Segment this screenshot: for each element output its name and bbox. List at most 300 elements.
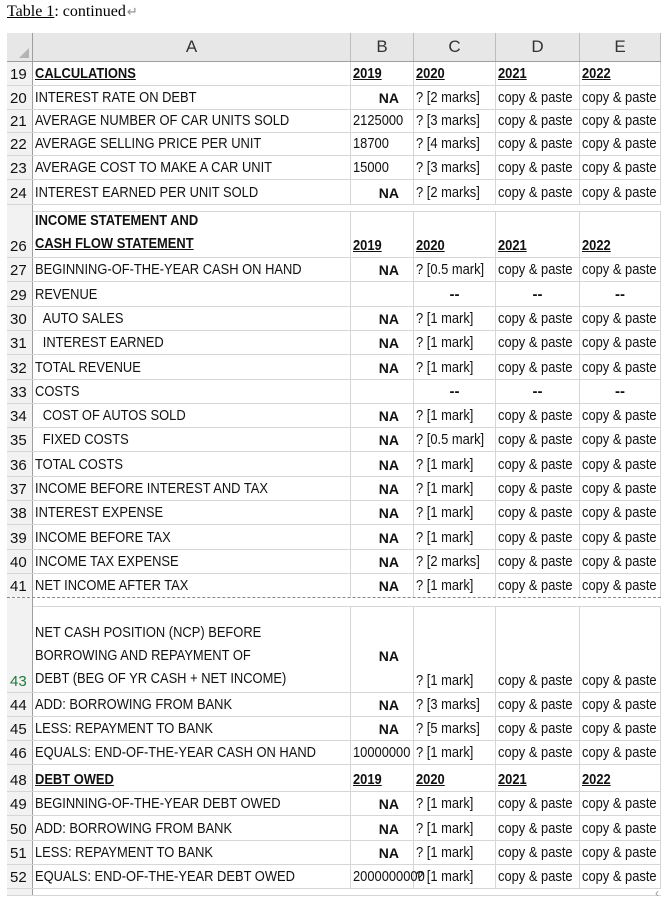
cell-d[interactable]	[496, 380, 580, 403]
cell-text: copy & paste	[582, 577, 657, 594]
cell-e[interactable]	[580, 110, 661, 132]
cell-text: copy & paste	[498, 261, 573, 278]
cell-text: 2020	[416, 771, 445, 788]
column-header-e[interactable]: E	[580, 33, 661, 61]
cell-b[interactable]	[351, 428, 414, 451]
row-number[interactable]: 27	[7, 258, 33, 281]
table-row	[7, 550, 661, 574]
cell-text: copy & paste	[582, 159, 657, 176]
cell-text: ADD: BORROWING FROM BANK	[35, 696, 233, 713]
cell-text: ? [2 marks]	[416, 89, 480, 106]
cell-c[interactable]	[414, 606, 496, 692]
cell-text: NA	[378, 721, 399, 737]
cell-e[interactable]	[580, 355, 661, 379]
cell-b[interactable]	[351, 841, 414, 864]
cell-text: copy & paste	[582, 184, 657, 201]
row-number[interactable]: 43	[7, 606, 33, 692]
cell-text: INTEREST EARNED PER UNIT SOLD	[35, 184, 259, 201]
cell-c[interactable]	[414, 133, 496, 155]
caption-rest: : continued	[54, 3, 126, 20]
table-row	[7, 331, 661, 355]
cell-b[interactable]	[351, 110, 414, 132]
cell-e[interactable]	[580, 741, 661, 764]
cell-text: copy & paste	[498, 89, 573, 106]
column-header-b[interactable]: B	[351, 33, 414, 61]
cell-d[interactable]	[496, 180, 580, 204]
cell-c[interactable]	[414, 717, 496, 740]
row-number[interactable]: 52	[7, 865, 33, 888]
cell-b[interactable]	[351, 606, 414, 692]
table-row	[7, 307, 661, 331]
row-number[interactable]: 39	[7, 525, 33, 549]
column-header-d[interactable]: D	[496, 33, 580, 61]
cell-text: COST OF AUTOS SOLD	[42, 407, 186, 424]
cell-text: 2019	[353, 237, 382, 254]
cell-a[interactable]	[33, 355, 351, 379]
cell-text: copy & paste	[582, 431, 657, 448]
cell-b[interactable]	[351, 62, 414, 85]
cell-a[interactable]	[33, 282, 351, 306]
cell-a[interactable]	[33, 765, 351, 791]
cell-a[interactable]	[33, 156, 351, 179]
cell-b[interactable]	[351, 380, 414, 403]
row-number[interactable]: 26	[7, 211, 33, 257]
cell-text: ? [3 marks]	[416, 159, 480, 176]
cell-text: copy & paste	[498, 795, 573, 812]
cell-b[interactable]	[351, 355, 414, 379]
cell-e[interactable]	[580, 156, 661, 179]
cell-b[interactable]	[351, 525, 414, 549]
cell-e[interactable]	[580, 180, 661, 204]
cell-b[interactable]	[351, 741, 414, 764]
cell-c[interactable]	[414, 816, 496, 840]
cell-text: copy & paste	[498, 407, 573, 424]
cell-c[interactable]	[414, 792, 496, 815]
cell-c[interactable]	[414, 110, 496, 132]
row-number[interactable]: 37	[7, 477, 33, 500]
cell-a[interactable]	[33, 133, 351, 155]
cell-text: NA	[378, 335, 399, 351]
select-all-corner[interactable]	[7, 33, 33, 61]
cell-b[interactable]	[351, 865, 425, 888]
row-number[interactable]: 46	[7, 741, 33, 764]
cell-e[interactable]	[580, 428, 661, 451]
row-number[interactable]: 36	[7, 452, 33, 476]
cell-text: copy & paste	[582, 310, 657, 327]
cell-text: copy & paste	[582, 553, 657, 570]
cell-text: NA	[378, 90, 399, 106]
cell-text: NA	[378, 796, 399, 812]
label-line: DEBT (BEG OF YR CASH + NET INCOME)	[35, 670, 287, 687]
cell-b[interactable]	[351, 765, 414, 791]
cell-b[interactable]	[351, 792, 414, 815]
cell-a[interactable]	[33, 525, 351, 549]
cell-a[interactable]	[33, 741, 351, 764]
cell-c[interactable]	[414, 156, 496, 179]
cell-e[interactable]	[580, 86, 661, 109]
cell-text: 10000000	[353, 744, 411, 761]
cell-d[interactable]	[496, 525, 580, 549]
cell-b[interactable]	[351, 550, 414, 573]
row-number[interactable]: 30	[7, 307, 33, 330]
cell-text: BEGINNING-OF-THE-YEAR CASH ON HAND	[35, 261, 302, 278]
cell-text: copy & paste	[582, 529, 657, 546]
cell-text: copy & paste	[498, 480, 573, 497]
cell-text: copy & paste	[498, 112, 573, 129]
cell-text: 2022	[582, 771, 611, 788]
cell-text: --	[615, 383, 625, 400]
cell-text: copy & paste	[582, 456, 657, 473]
cell-c[interactable]	[414, 841, 496, 864]
cell-text: NA	[378, 530, 399, 546]
cell-d[interactable]	[496, 282, 580, 306]
cell-a[interactable]	[33, 180, 351, 204]
cell-text: copy & paste	[498, 431, 573, 448]
cell-text: copy & paste	[582, 89, 657, 106]
cell-c[interactable]	[414, 355, 496, 379]
cell-text: --	[532, 383, 543, 400]
row-number[interactable]: 34	[7, 404, 33, 427]
cell-e[interactable]	[580, 62, 661, 85]
cell-text: EQUALS: END-OF-THE-YEAR DEBT OWED	[35, 868, 295, 885]
row-number[interactable]: 32	[7, 355, 33, 379]
cell-text: AVERAGE COST TO MAKE A CAR UNIT	[35, 159, 273, 176]
cell-text: --	[615, 286, 625, 303]
cell-text: EQUALS: END-OF-THE-YEAR CASH ON HAND	[35, 744, 316, 761]
cell-b[interactable]	[351, 156, 414, 179]
cell-c[interactable]	[414, 574, 496, 597]
spreadsheet	[7, 33, 661, 906]
cell-a[interactable]	[33, 865, 351, 888]
cell-c[interactable]	[414, 501, 496, 524]
cell-d[interactable]	[496, 355, 580, 379]
cell-a[interactable]	[33, 404, 351, 427]
cell-e[interactable]	[580, 693, 661, 716]
cell-c[interactable]	[414, 307, 496, 330]
cell-text: TOTAL COSTS	[35, 456, 123, 473]
cell-c[interactable]	[414, 62, 496, 85]
cell-c[interactable]	[414, 550, 496, 573]
table-row	[7, 816, 661, 841]
table-row	[7, 258, 661, 282]
cell-b[interactable]	[351, 816, 414, 840]
row-number[interactable]: 35	[7, 428, 33, 451]
cell-c[interactable]	[414, 331, 496, 354]
cell-text: copy & paste	[582, 844, 657, 861]
cell-text: NA	[378, 262, 399, 278]
cell-b[interactable]	[351, 717, 414, 740]
cell-b[interactable]	[351, 211, 414, 257]
cell-d[interactable]	[496, 816, 580, 840]
cell-a[interactable]	[33, 693, 351, 716]
cell-a[interactable]	[33, 211, 351, 257]
cell-text: INTEREST EARNED	[42, 334, 164, 351]
table-row	[7, 404, 661, 428]
cell-d[interactable]	[496, 156, 580, 179]
cell-a[interactable]	[33, 62, 351, 85]
scroll-arrow-icon[interactable]: ‹	[655, 886, 659, 900]
cell-c[interactable]	[414, 765, 496, 791]
row-number[interactable]: 41	[7, 574, 33, 597]
cell-b[interactable]	[351, 86, 414, 109]
cell-c[interactable]	[414, 741, 496, 764]
cell-text: 2020	[416, 237, 445, 254]
cell-b[interactable]	[351, 307, 414, 330]
cell-e[interactable]	[580, 331, 661, 354]
table-row	[7, 62, 661, 86]
cell-d[interactable]	[496, 258, 580, 281]
cell-e[interactable]	[580, 404, 661, 427]
table-row	[7, 355, 661, 380]
cell-text: 2021	[498, 65, 527, 82]
cell-c[interactable]	[414, 452, 496, 476]
cell-text: ? [3 marks]	[416, 696, 480, 713]
cell-c[interactable]	[414, 404, 496, 427]
cell-text: copy & paste	[582, 696, 657, 713]
cell-d[interactable]	[496, 717, 580, 740]
row-number[interactable]: 51	[7, 841, 33, 864]
cell-c[interactable]	[414, 86, 496, 109]
cell-text: 2125000	[353, 112, 404, 129]
table-row	[7, 865, 661, 889]
cell-text: copy & paste	[498, 456, 573, 473]
cell-e[interactable]	[580, 525, 661, 549]
cell-c[interactable]	[414, 428, 496, 451]
cell-c[interactable]	[414, 180, 496, 204]
cell-e[interactable]	[580, 477, 661, 500]
cell-text: ? [1 mark]	[416, 359, 474, 376]
row-number[interactable]: 38	[7, 501, 33, 524]
cell-e[interactable]	[580, 717, 661, 740]
cell-e[interactable]	[580, 258, 661, 281]
cell-c[interactable]	[414, 525, 496, 549]
cell-c[interactable]	[414, 477, 496, 500]
cell-text: DEBT OWED	[35, 771, 114, 788]
cell-text: NA	[378, 505, 399, 521]
cell-b[interactable]	[351, 501, 414, 524]
label-line: CASH FLOW STATEMENT	[35, 235, 194, 252]
cell-a[interactable]	[33, 574, 351, 597]
cell-d[interactable]	[496, 404, 580, 427]
cell-text: TOTAL REVENUE	[35, 359, 141, 376]
cell-a[interactable]	[33, 331, 351, 354]
cell-e[interactable]	[580, 501, 661, 524]
table-row	[7, 282, 661, 307]
cell-c[interactable]	[414, 380, 496, 403]
cell-text: copy & paste	[582, 744, 657, 761]
cell-text: ? [3 marks]	[416, 112, 480, 129]
cell-text: copy & paste	[498, 359, 573, 376]
cell-text: AUTO SALES	[42, 310, 124, 327]
table-row	[7, 525, 661, 550]
row-number[interactable]: 24	[7, 180, 33, 204]
cell-text: LESS: REPAYMENT TO BANK	[35, 720, 214, 737]
cell-b[interactable]	[351, 452, 414, 476]
cell-b[interactable]	[351, 693, 414, 716]
cell-text: ? [0.5 mark]	[416, 431, 485, 448]
cell-c[interactable]	[414, 865, 496, 888]
cell-text: 2020	[416, 65, 445, 82]
label-line: BORROWING AND REPAYMENT OF	[35, 647, 251, 664]
table-row	[7, 180, 661, 205]
row-number[interactable]: 23	[7, 156, 33, 179]
cell-d[interactable]	[496, 550, 580, 573]
cell-e[interactable]	[580, 307, 661, 330]
cell-e[interactable]	[580, 816, 661, 840]
cell-text: ? [1 mark]	[416, 744, 474, 761]
cell-c[interactable]	[414, 211, 496, 257]
row-number[interactable]: 50	[7, 816, 33, 840]
cell-text: ADD: BORROWING FROM BANK	[35, 820, 233, 837]
row-number[interactable]: 49	[7, 792, 33, 815]
table-row	[7, 501, 661, 525]
cell-e[interactable]	[580, 606, 661, 692]
cell-b[interactable]	[351, 574, 414, 597]
row-number[interactable]: 33	[7, 380, 33, 403]
row-number[interactable]: 40	[7, 550, 33, 573]
cell-e[interactable]	[580, 282, 661, 306]
cell-d[interactable]	[496, 693, 580, 716]
cell-e[interactable]	[580, 211, 661, 257]
cell-b[interactable]	[351, 477, 414, 500]
cell-d[interactable]	[496, 62, 580, 85]
table-row	[7, 741, 661, 765]
cell-text: ? [0.5 mark]	[416, 261, 485, 278]
cell-b[interactable]	[351, 133, 414, 155]
table-row	[7, 133, 661, 156]
column-header-a[interactable]: A	[33, 33, 351, 61]
cell-d[interactable]	[496, 428, 580, 451]
cell-text: NA	[378, 360, 399, 376]
cell-text: ? [1 mark]	[416, 672, 474, 689]
cell-text: NA	[378, 408, 399, 424]
cell-d[interactable]	[496, 792, 580, 815]
row-number[interactable]: 21	[7, 110, 33, 132]
cell-c[interactable]	[414, 693, 496, 716]
table-row	[7, 606, 661, 693]
cell-a[interactable]	[33, 792, 351, 815]
cell-e[interactable]	[580, 550, 661, 573]
table-row	[7, 110, 661, 133]
cell-text: ? [1 mark]	[416, 529, 474, 546]
cell-b[interactable]	[351, 180, 414, 204]
cell-d[interactable]	[496, 331, 580, 354]
row-number[interactable]: 19	[7, 62, 33, 85]
cell-d[interactable]	[496, 211, 580, 257]
cell-d[interactable]	[496, 452, 580, 476]
table-row	[7, 477, 661, 501]
cell-e[interactable]	[580, 133, 661, 155]
cell-b[interactable]	[351, 282, 414, 306]
cell-a[interactable]	[33, 477, 351, 500]
cell-text: NA	[378, 845, 399, 861]
cell-e[interactable]	[580, 841, 661, 864]
cell-e[interactable]	[580, 452, 661, 476]
cell-a[interactable]	[33, 550, 351, 573]
cell-e[interactable]	[580, 792, 661, 815]
cell-text: copy & paste	[498, 529, 573, 546]
cell-e[interactable]	[580, 865, 661, 888]
cell-a[interactable]	[33, 258, 351, 281]
cell-b[interactable]	[351, 331, 414, 354]
cell-d[interactable]	[496, 110, 580, 132]
row-number[interactable]: 45	[7, 717, 33, 740]
cell-text: copy & paste	[582, 334, 657, 351]
cell-b[interactable]	[351, 404, 414, 427]
cell-d[interactable]	[496, 765, 580, 791]
cell-d[interactable]	[496, 307, 580, 330]
cell-a[interactable]	[33, 841, 351, 864]
table-row	[7, 86, 661, 110]
table-row	[7, 156, 661, 180]
cell-text: copy & paste	[582, 868, 657, 885]
cell-d[interactable]	[496, 133, 580, 155]
cell-a[interactable]	[33, 452, 351, 476]
cell-d[interactable]	[496, 841, 580, 864]
caption-label: Table 1	[7, 3, 55, 20]
cell-text: copy & paste	[498, 135, 573, 152]
cell-text: copy & paste	[498, 868, 573, 885]
cell-a[interactable]	[33, 307, 351, 330]
cell-text: ? [2 marks]	[416, 553, 480, 570]
row-number[interactable]: 31	[7, 331, 33, 354]
cell-text: 2019	[353, 65, 382, 82]
column-header-row	[7, 33, 661, 62]
cell-text: 2022	[582, 237, 611, 254]
cell-text: BEGINNING-OF-THE-YEAR DEBT OWED	[35, 795, 281, 812]
cell-d[interactable]	[496, 865, 580, 888]
row-number[interactable]: 22	[7, 133, 33, 155]
row-number[interactable]: 20	[7, 86, 33, 109]
column-header-c[interactable]: C	[414, 33, 496, 61]
cell-a[interactable]	[33, 380, 351, 403]
cell-d[interactable]	[496, 86, 580, 109]
cell-a[interactable]	[33, 816, 351, 840]
cell-text: ? [1 mark]	[416, 456, 474, 473]
cell-text: NA	[378, 648, 399, 664]
row-number[interactable]: 44	[7, 693, 33, 716]
cell-text: INTEREST EXPENSE	[35, 504, 164, 521]
row-number[interactable]: 48	[7, 765, 33, 791]
cell-e[interactable]	[580, 765, 661, 791]
cell-a[interactable]	[33, 717, 351, 740]
cell-a[interactable]	[33, 501, 351, 524]
cell-a[interactable]	[33, 86, 351, 109]
cell-d[interactable]	[496, 606, 580, 692]
cell-text: ? [5 marks]	[416, 720, 480, 737]
cell-text: 2022	[582, 65, 611, 82]
table-row	[7, 452, 661, 477]
hidden-row-sliver	[7, 889, 661, 896]
cell-c[interactable]	[414, 282, 496, 306]
label-line: INCOME STATEMENT AND	[35, 212, 199, 229]
cell-d[interactable]	[496, 574, 580, 597]
row-number[interactable]: 29	[7, 282, 33, 306]
cell-d[interactable]	[496, 741, 580, 764]
table-caption	[7, 1, 138, 25]
cell-a[interactable]	[33, 428, 351, 451]
label-line: NET CASH POSITION (NCP) BEFORE	[35, 624, 262, 641]
cell-a[interactable]	[33, 110, 351, 132]
cell-d[interactable]	[496, 501, 580, 524]
table-row	[7, 717, 661, 741]
cell-e[interactable]	[580, 380, 661, 403]
cell-b[interactable]	[351, 258, 414, 281]
cell-a[interactable]	[33, 606, 351, 692]
cell-d[interactable]	[496, 477, 580, 500]
cell-e[interactable]	[580, 574, 661, 597]
cell-c[interactable]	[414, 258, 496, 281]
